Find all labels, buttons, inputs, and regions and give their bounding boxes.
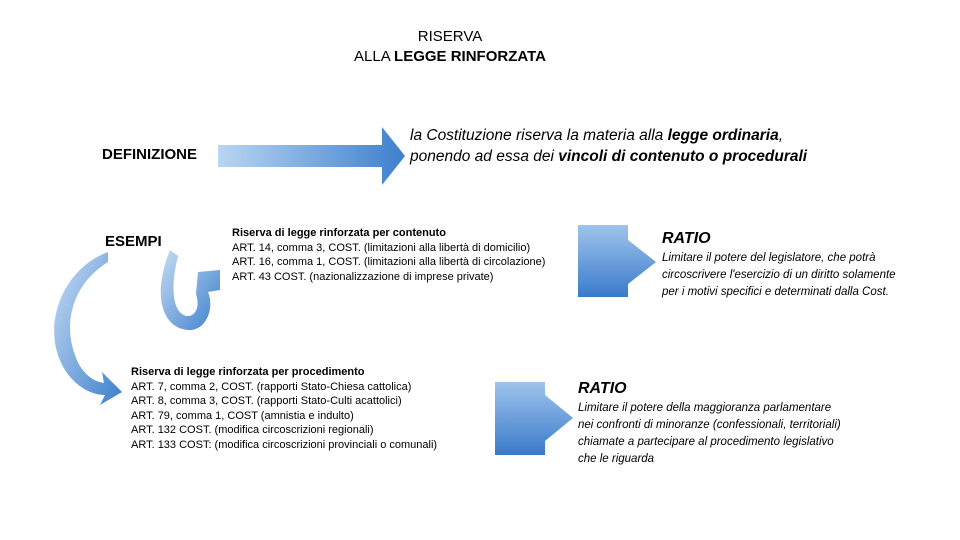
ratio-contenuto-arrow bbox=[578, 225, 656, 297]
block-contenuto-heading: Riserva di legge rinforzata per contenuto bbox=[232, 227, 446, 239]
title-line-1: RISERVA bbox=[417, 28, 483, 45]
block-contenuto bbox=[232, 226, 545, 284]
definition-text bbox=[410, 125, 807, 167]
block-contenuto-item: ART. 16, comma 1, COST. (limitazioni alla libertà di circolazione) bbox=[232, 256, 546, 268]
block-procedimento bbox=[131, 365, 437, 452]
title-line-2-bold: LEGGE RINFORZATA bbox=[394, 48, 546, 65]
definition-line-1-a: la Costituzione riserva la materia alla bbox=[410, 127, 668, 144]
curved-arrow-to-procedimento bbox=[54, 252, 122, 405]
esempi-label: ESEMPI bbox=[105, 233, 162, 250]
ratio-procedimento-heading: RATIO bbox=[578, 380, 627, 397]
ratio-contenuto-heading: RATIO bbox=[662, 230, 711, 247]
block-procedimento-item: ART. 8, comma 3, COST. (rapporti Stato-Culti acattolici) bbox=[131, 395, 402, 407]
definition-line-1 bbox=[410, 125, 807, 146]
ratio-procedimento-line: nei confronti di minoranze (confessionali, territoriali) bbox=[578, 419, 841, 431]
block-procedimento-heading: Riserva di legge rinforzata per procedimento bbox=[131, 366, 365, 378]
definition-arrow bbox=[218, 127, 405, 185]
definition-line-1-c: , bbox=[778, 127, 784, 144]
definition-line-2-b: vincoli di contenuto o procedurali bbox=[558, 148, 808, 165]
block-procedimento-item: ART. 79, comma 1, COST (amnistia e indulto) bbox=[131, 409, 354, 422]
definition-line-2-a: ponendo ad essa dei bbox=[410, 148, 559, 165]
ratio-procedimento-line: chiamate a partecipare al procedimento legislativo bbox=[578, 436, 834, 448]
definizione-label: DEFINIZIONE bbox=[102, 146, 198, 163]
block-procedimento-item: ART. 132 COST. (modifica circoscrizioni regionali) bbox=[131, 424, 374, 436]
ratio-contenuto-line: per i motivi specifici e determinati dalla Cost. bbox=[662, 286, 889, 298]
block-contenuto-item: ART. 43 COST. (nazionalizzazione di imprese private) bbox=[232, 270, 494, 283]
ratio-procedimento bbox=[578, 378, 841, 468]
block-procedimento-item: ART. 133 COST: (modifica circoscrizioni provinciali o comunali) bbox=[131, 438, 438, 451]
page-title bbox=[250, 27, 650, 67]
title-line-2-prefix: ALLA bbox=[354, 48, 395, 65]
definition-line-2 bbox=[410, 146, 807, 167]
ratio-contenuto-line: circoscrivere l'esercizio di un diritto solamente bbox=[662, 269, 896, 281]
title-line-2 bbox=[250, 47, 650, 67]
block-procedimento-item: ART. 7, comma 2, COST. (rapporti Stato-Chiesa cattolica) bbox=[131, 380, 412, 393]
definition-line-1-b: legge ordinaria bbox=[667, 127, 779, 144]
ratio-procedimento-line: che le riguarda bbox=[578, 453, 655, 465]
ratio-contenuto bbox=[662, 228, 896, 301]
ratio-procedimento-arrow bbox=[495, 382, 573, 455]
ratio-contenuto-line: Limitare il potere del legislatore, che potrà bbox=[662, 252, 876, 264]
curved-arrow-to-contenuto bbox=[161, 250, 220, 330]
ratio-procedimento-line: Limitare il potere della maggioranza parlamentare bbox=[578, 402, 832, 414]
block-contenuto-item: ART. 14, comma 3, COST. (limitazioni alla libertà di domicilio) bbox=[232, 241, 531, 254]
